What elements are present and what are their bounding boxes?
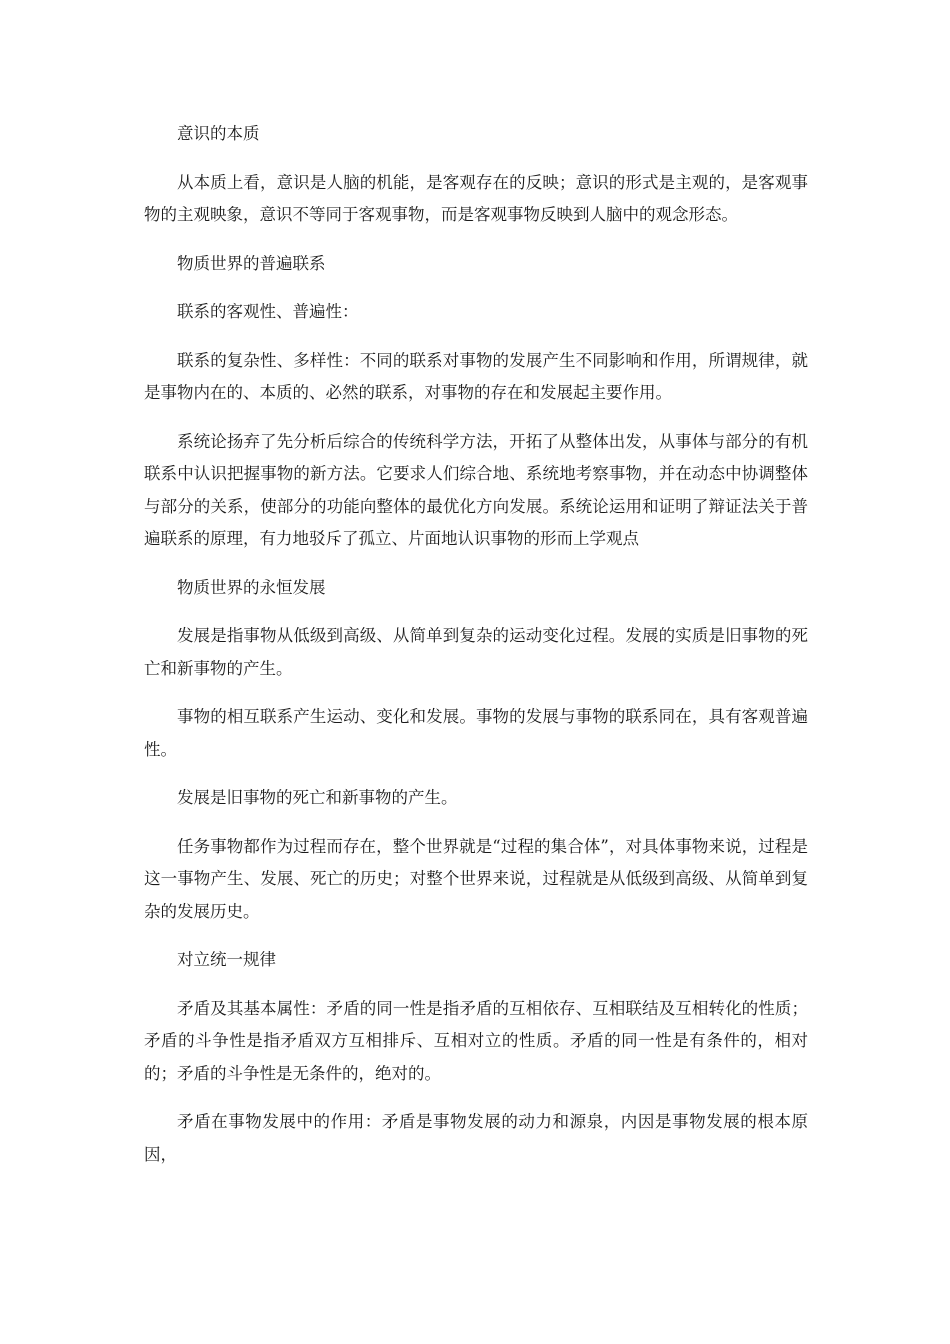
paragraph: 矛盾在事物发展中的作用：矛盾是事物发展的动力和源泉，内因是事物发展的根本原因，	[144, 1112, 808, 1164]
heading-unity-of-opposites: 对立统一规律	[177, 950, 276, 969]
paragraph: 联系的复杂性、多样性：不同的联系对事物的发展产生不同影响和作用，所谓规律，就是事物内在的、本质的、必然的联系，对事物的存在和发展起主要作用。	[144, 350, 808, 402]
document-body	[144, 118, 808, 1187]
subheading-objectivity-universality: 联系的客观性、普遍性：	[177, 302, 359, 321]
paragraph: 系统论扬弃了先分析后综合的传统科学方法，开拓了从整体出发，从事体与部分的有机联系中认识把握事物的新方法。它要求人们综合地、系统地考察事物，并在动态中协调整体与部分的关系，使部分的功能向整体的最优化方向发展。系统论运用和证明了辩证法关于普遍联系的原理，有力地驳斥了孤立、片面地认识事物的形而上学观点	[144, 431, 808, 548]
paragraph: 矛盾及其基本属性：矛盾的同一性是指矛盾的互相依存、互相联结及互相转化的性质；矛盾的斗争性是指矛盾双方互相排斥、互相对立的性质。矛盾的同一性是有条件的，相对的；矛盾的斗争性是无条件的，绝对的。	[144, 998, 808, 1083]
paragraph: 任务事物都作为过程而存在，整个世界就是“过程的集合体”，对具体事物来说，过程是这一事物产生、发展、死亡的历史；对整个世界来说，过程就是从低级到高级、从简单到复杂的发展历史。	[144, 836, 808, 921]
paragraph: 发展是指事物从低级到高级、从简单到复杂的运动变化过程。发展的实质是旧事物的死亡和新事物的产生。	[144, 626, 808, 678]
heading-universal-connection: 物质世界的普遍联系	[177, 253, 326, 273]
paragraph: 事物的相互联系产生运动、变化和发展。事物的发展与事物的联系同在，具有客观普遍性。	[144, 707, 808, 759]
paragraph: 发展是旧事物的死亡和新事物的产生。	[177, 788, 458, 807]
heading-eternal-development: 物质世界的永恒发展	[177, 577, 326, 597]
heading-essence-of-consciousness: 意识的本质	[177, 124, 260, 143]
paragraph: 从本质上看，意识是人脑的机能，是客观存在的反映；意识的形式是主观的，是客观事物的主观映象，意识不等同于客观事物，而是客观事物反映到人脑中的观念形态。	[144, 172, 808, 224]
